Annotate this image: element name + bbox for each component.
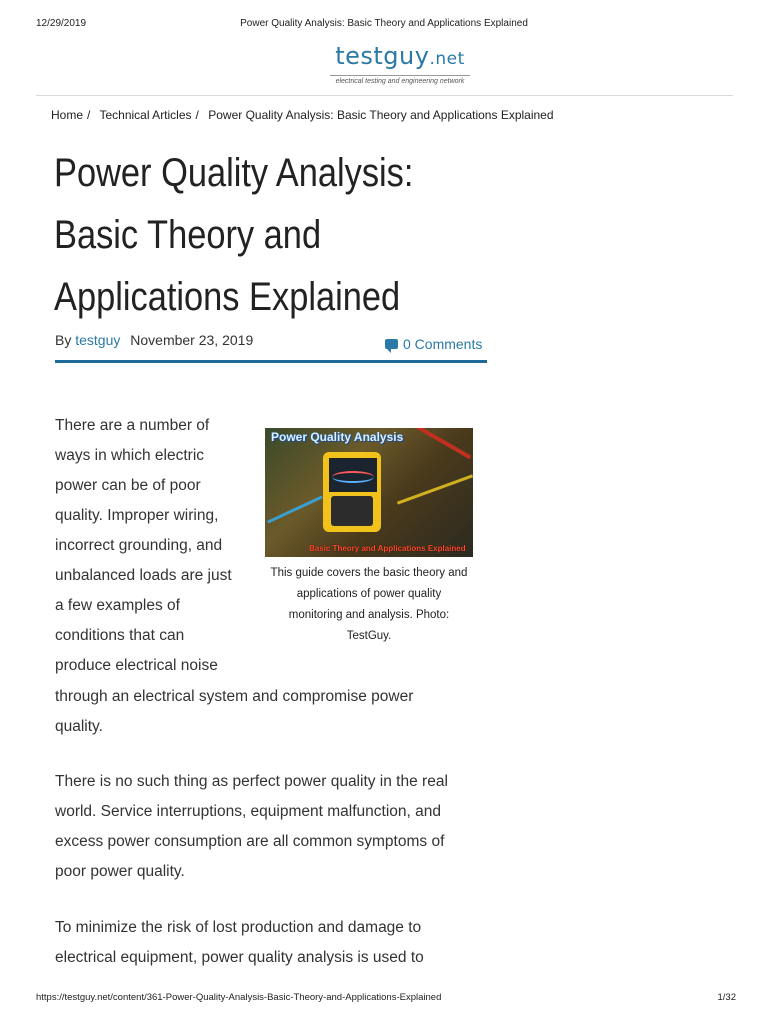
title-line: Power Quality Analysis: bbox=[54, 151, 414, 195]
byline bbox=[55, 332, 253, 348]
caption-line: This guide covers the basic theory and bbox=[270, 567, 468, 579]
text-line: electrical equipment, power quality analysis is used to bbox=[55, 949, 424, 966]
logo-tld: .net bbox=[429, 49, 465, 69]
text-line: produce electrical noise bbox=[55, 657, 218, 674]
article-figure-image[interactable] bbox=[265, 428, 473, 557]
text-line: excess power consumption are all common symptoms of bbox=[55, 833, 445, 850]
text-line: incorrect grounding, and bbox=[55, 537, 223, 554]
comments-link[interactable] bbox=[385, 336, 482, 352]
title-line: Applications Explained bbox=[54, 275, 401, 319]
publish-date: November 23, 2019 bbox=[130, 332, 254, 348]
comments-count: 0 Comments bbox=[403, 336, 483, 352]
text-line: quality. Improper wiring, bbox=[55, 507, 219, 524]
logo-name: testguy bbox=[335, 42, 430, 70]
power-analyzer-device bbox=[323, 452, 381, 532]
byline-divider bbox=[55, 360, 487, 363]
paragraph-3 bbox=[55, 913, 485, 973]
breadcrumb-technical-articles[interactable]: Technical Articles bbox=[99, 108, 192, 122]
caption-line: monitoring and analysis. Photo: bbox=[288, 609, 450, 621]
paragraph-1-continued bbox=[55, 682, 485, 742]
breadcrumb bbox=[51, 108, 554, 122]
text-line: unbalanced loads are just bbox=[55, 567, 232, 584]
text-line: a few examples of bbox=[55, 597, 180, 614]
print-title: Power Quality Analysis: Basic Theory and Applications Explained bbox=[240, 18, 528, 29]
print-date: 12/29/2019 bbox=[36, 18, 87, 29]
byline-prefix: By bbox=[55, 332, 72, 348]
text-line: through an electrical system and compromise power bbox=[55, 688, 414, 705]
text-line: power can be of poor bbox=[55, 477, 201, 494]
figure-wire bbox=[267, 495, 323, 523]
site-logo[interactable] bbox=[330, 42, 470, 85]
text-line: world. Service interruptions, equipment malfunction, and bbox=[55, 803, 441, 820]
text-line: ways in which electric bbox=[55, 447, 205, 464]
paragraph-2 bbox=[55, 767, 485, 887]
figure-image-subtitle: Basic Theory and Applications Explained bbox=[309, 544, 466, 553]
title-line: Basic Theory and bbox=[54, 213, 322, 257]
header-divider bbox=[36, 95, 733, 96]
waveform bbox=[332, 471, 374, 483]
print-url: https://testguy.net/content/361-Power-Quality-Analysis-Basic-Theory-and-Applications-Explained bbox=[36, 992, 442, 1003]
text-line: There are a number of bbox=[55, 417, 210, 434]
logo-tagline: electrical testing and engineering network bbox=[330, 75, 470, 85]
article-title bbox=[54, 142, 432, 328]
breadcrumb-separator: / bbox=[87, 108, 91, 122]
figure-caption bbox=[262, 563, 476, 647]
print-page-number: 1/32 bbox=[717, 992, 736, 1003]
breadcrumb-current: Power Quality Analysis: Basic Theory and Applications Explained bbox=[208, 108, 554, 122]
breadcrumb-home[interactable]: Home bbox=[51, 108, 84, 122]
caption-line: TestGuy. bbox=[346, 630, 392, 642]
figure-wire bbox=[409, 428, 472, 459]
text-line: To minimize the risk of lost production and damage to bbox=[55, 919, 422, 936]
author-link[interactable]: testguy bbox=[75, 332, 121, 348]
text-line: There is no such thing as perfect power quality in the real bbox=[55, 773, 448, 790]
comment-icon bbox=[385, 339, 398, 349]
paragraph-1-wrapped bbox=[55, 411, 255, 681]
breadcrumb-separator: / bbox=[195, 108, 199, 122]
caption-line: applications of power quality bbox=[296, 588, 442, 600]
text-line: quality. bbox=[55, 718, 103, 735]
text-line: conditions that can bbox=[55, 627, 185, 644]
text-line: poor power quality. bbox=[55, 863, 185, 880]
analyzer-screen bbox=[329, 458, 377, 492]
logo-wordmark bbox=[330, 42, 470, 73]
figure-image-title: Power Quality Analysis bbox=[271, 430, 404, 444]
figure-wire bbox=[397, 474, 473, 504]
analyzer-keypad bbox=[331, 496, 373, 526]
